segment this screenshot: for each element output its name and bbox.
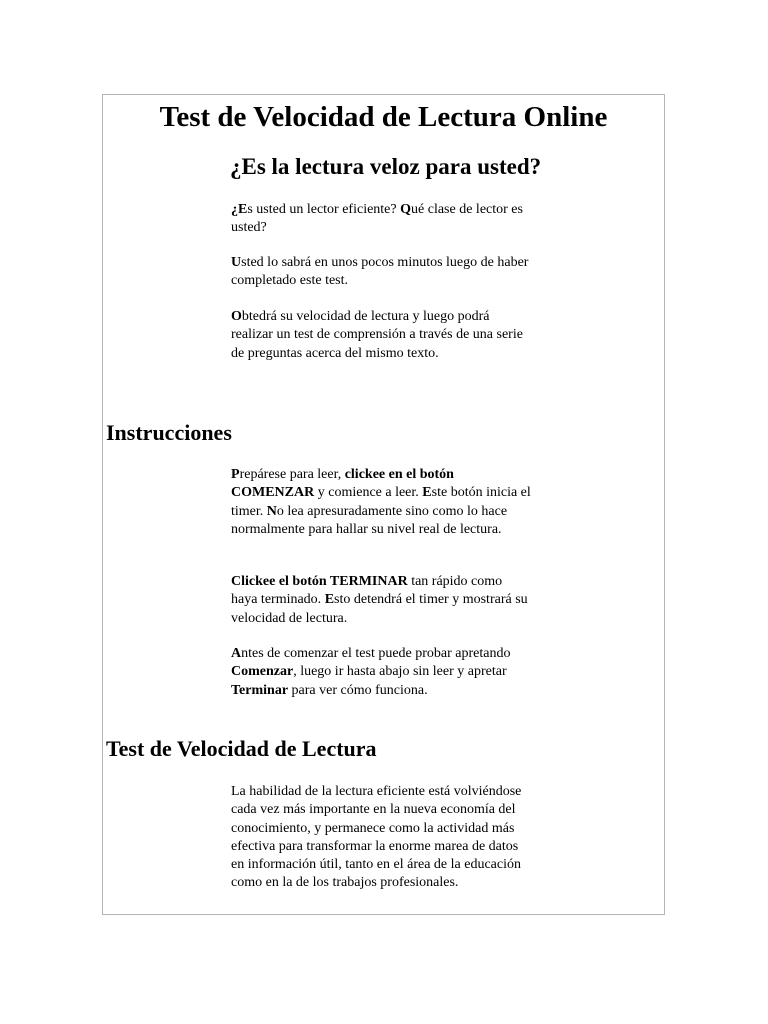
bold-text: E [324, 592, 335, 608]
bold-text: U [231, 255, 242, 270]
bold-text: clickee en el botón COMENZAR [231, 467, 454, 501]
instructions-paragraph: Prepárese para leer, clickee en el botón COMENZAR y comience a leer. Este botón inicia el timer. No lea apresuradamente sino como lo hace normalmente para hallar su nivel real de lectura. [231, 467, 531, 537]
bold-text: E [422, 485, 432, 501]
page-subtitle: ¿Es la lectura veloz para usted? [230, 154, 542, 179]
bold-text: Comenzar [231, 664, 294, 680]
instructions-heading: Instrucciones [106, 420, 232, 445]
instructions-paragraph: Clickee el botón TERMINAR tan rápido como haya terminado. Esto detendrá el timer y mostrará su velocidad de lectura. [231, 574, 528, 626]
intro-paragraph: Usted lo sabrá en unos pocos minutos luego de haber completado este test. [231, 255, 529, 289]
bold-text: P [231, 467, 240, 482]
intro-paragraph: ¿Es usted un lector eficiente? Qué clase de lector es usted? [231, 202, 523, 236]
page-title: Test de Velocidad de Lectura Online [159, 101, 608, 133]
document-page [102, 94, 665, 915]
bold-text: O [231, 309, 242, 324]
test-heading: Test de Velocidad de Lectura [106, 736, 377, 761]
bold-text: Q [400, 202, 412, 217]
bold-text: N [266, 503, 277, 519]
test-text-paragraph: La habilidad de la lectura eficiente está volviéndose cada vez más importante en la nueva economía del conocimiento, y permanece como la actividad más efectiva para transformar la enorme marea de datos en información útil, tanto en el área de la educación como en la de los trabajos profesionales. [231, 784, 522, 891]
bold-text: Clickee el botón TERMINAR [231, 574, 408, 589]
instructions-paragraph: Antes de comenzar el test puede probar apretando Comenzar, luego ir hasta abajo sin leer y apretar Terminar para ver cómo funciona. [231, 646, 511, 698]
bold-text: A [231, 646, 242, 661]
intro-paragraph: Obtedrá su velocidad de lectura y luego podrá realizar un test de comprensión a través de una serie de preguntas acerca del mismo texto. [231, 309, 523, 361]
bold-text: Terminar [231, 682, 289, 698]
bold-text: ¿E [231, 202, 248, 217]
